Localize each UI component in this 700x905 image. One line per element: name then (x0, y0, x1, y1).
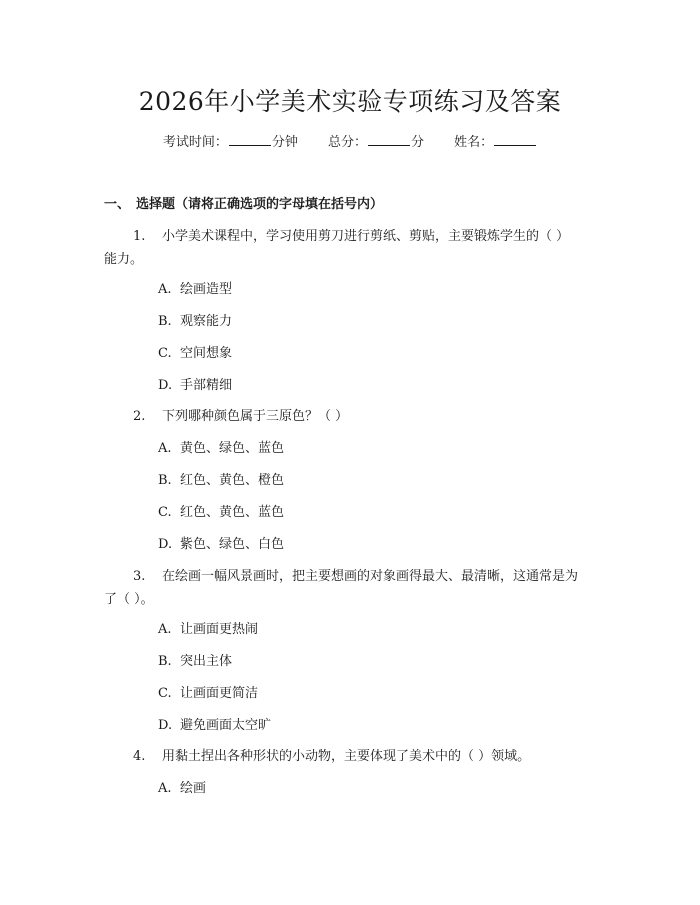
question-2-option-a[interactable] (158, 437, 284, 456)
question-3-option-b[interactable] (158, 650, 232, 669)
question-4-option-a[interactable] (158, 777, 206, 796)
question-3-text: 在绘画一幅风景画时，把主要想画的对象画得最大、最清晰，这通常是为 (162, 569, 579, 584)
option-text: 紫色、绿色、白色 (180, 537, 285, 552)
question-1-text: 小学美术课程中，学习使用剪刀进行剪纸、剪贴，主要锻炼学生的（ ） (162, 229, 570, 244)
question-1-option-d[interactable] (158, 374, 232, 393)
option-letter: C. (158, 686, 172, 701)
question-1-line-1 (133, 225, 569, 244)
option-letter: D. (158, 378, 173, 393)
section-number: 一、 (104, 197, 131, 212)
option-letter: A. (158, 282, 172, 297)
option-text: 突出主体 (180, 654, 233, 669)
question-4-text: 用黏土捏出各种形状的小动物，主要体现了美术中的（ ）领域。 (162, 749, 531, 764)
question-3-option-d[interactable] (158, 714, 271, 733)
question-2-text: 下列哪种颜色属于三原色？（ ） (162, 409, 349, 424)
option-letter: B. (158, 314, 172, 329)
option-text: 黄色、绿色、蓝色 (180, 441, 285, 456)
question-2-line-1 (133, 405, 348, 424)
option-letter: A. (158, 781, 172, 796)
question-2-number: 2. (133, 409, 146, 424)
total-score-field (328, 131, 424, 150)
question-4-line-1 (133, 745, 530, 764)
question-3-option-c[interactable] (158, 682, 258, 701)
option-letter: B. (158, 473, 172, 488)
section-heading (104, 193, 383, 212)
question-3-number: 3. (133, 569, 146, 584)
option-text: 绘画 (180, 781, 207, 796)
option-text: 避免画面太空旷 (180, 718, 272, 733)
option-text: 观察能力 (180, 314, 233, 329)
option-letter: C. (158, 346, 172, 361)
total-score-blank[interactable] (368, 133, 410, 146)
option-text: 空间想象 (180, 346, 233, 361)
total-score-unit: 分 (411, 135, 425, 150)
student-name-field (454, 131, 537, 150)
question-1-option-c[interactable] (158, 342, 232, 361)
question-1-option-a[interactable] (158, 278, 232, 297)
section-title: 选择题（请将正确选项的字母填在括号内） (136, 197, 384, 212)
student-name-label: 姓名： (454, 135, 494, 150)
option-text: 让画面更简洁 (180, 686, 259, 701)
total-score-label: 总分： (327, 135, 367, 150)
question-3-line-2: 了（ ）。 (104, 592, 154, 607)
option-letter: A. (158, 622, 172, 637)
exam-time-blank[interactable] (229, 133, 271, 146)
option-text: 手部精细 (180, 378, 233, 393)
exam-time-label: 考试时间： (162, 135, 228, 150)
option-letter: D. (158, 537, 173, 552)
option-text: 红色、黄色、蓝色 (180, 505, 285, 520)
option-letter: A. (158, 441, 172, 456)
question-4-number: 4. (133, 749, 146, 764)
option-letter: D. (158, 718, 173, 733)
exam-time-field (163, 131, 298, 150)
option-text: 红色、黄色、橙色 (180, 473, 285, 488)
student-name-blank[interactable] (494, 133, 536, 146)
question-3-option-a[interactable] (158, 618, 258, 637)
question-1-option-b[interactable] (158, 310, 232, 329)
question-2-option-b[interactable] (158, 469, 284, 488)
option-text: 让画面更热闹 (180, 622, 259, 637)
question-3-line-1 (133, 565, 578, 584)
option-letter: B. (158, 654, 172, 669)
question-1-line-2: 能力。 (104, 252, 144, 267)
page-title: 2026年小学美术实验专项练习及答案 (138, 87, 562, 116)
exam-time-unit: 分钟 (271, 135, 298, 150)
question-2-option-c[interactable] (158, 501, 284, 520)
option-letter: C. (158, 505, 172, 520)
question-2-option-d[interactable] (158, 533, 284, 552)
exam-info-line (0, 131, 700, 150)
option-text: 绘画造型 (180, 282, 233, 297)
question-1-number: 1. (133, 229, 146, 244)
